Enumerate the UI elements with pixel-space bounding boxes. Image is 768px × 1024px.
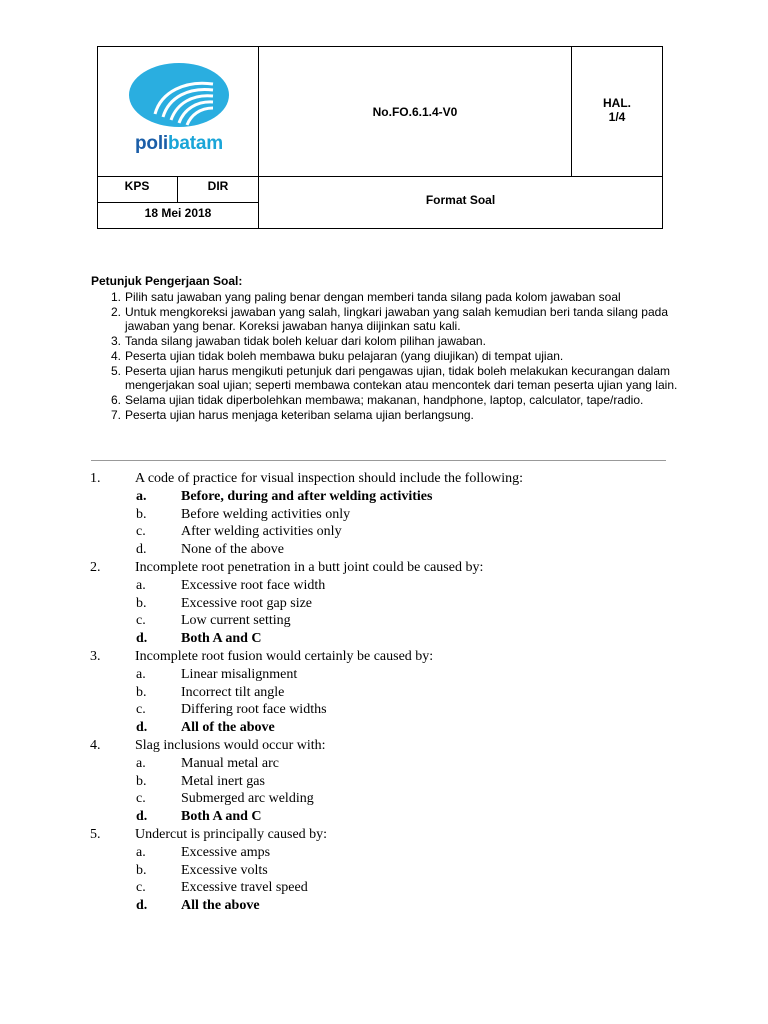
instruction-number: 2. xyxy=(111,304,122,319)
logo-wordmark: polibatam xyxy=(135,133,223,154)
option-text: All the above xyxy=(181,898,260,914)
option-label: a. xyxy=(136,666,146,682)
question-row xyxy=(90,470,690,488)
instruction-text: Pilih satu jawaban yang paling benar dengan memberi tanda silang pada kolom jawaban soal xyxy=(125,290,621,304)
question-number: 2. xyxy=(90,559,101,575)
option-text: Incorrect tilt angle xyxy=(181,684,285,700)
question-number: 4. xyxy=(90,737,101,753)
instruction-item xyxy=(91,305,681,334)
question-text: Incomplete root penetration in a butt joint could be caused by: xyxy=(135,559,484,575)
question-text: Incomplete root fusion would certainly be caused by: xyxy=(135,648,434,664)
answer-option xyxy=(90,630,690,648)
instruction-item xyxy=(91,364,681,393)
instruction-number: 1. xyxy=(111,290,122,304)
dir-label: DIR xyxy=(207,179,229,193)
answer-option xyxy=(90,808,690,826)
question-list xyxy=(90,470,690,915)
option-text: Both A and C xyxy=(181,631,262,647)
answer-option xyxy=(90,844,690,862)
option-label: c. xyxy=(136,702,146,718)
answer-option xyxy=(90,612,690,630)
question-number: 5. xyxy=(90,826,101,842)
option-label: b. xyxy=(136,506,147,522)
answer-option xyxy=(90,488,690,506)
instruction-item xyxy=(91,349,681,364)
doc-number: No.FO.6.1.4-V0 xyxy=(372,105,458,119)
question-number: 1. xyxy=(90,471,101,486)
instruction-text: Peserta ujian tidak boleh membawa buku pelajaran (yang diujikan) di tempat ujian. xyxy=(125,348,564,363)
instruction-number: 7. xyxy=(111,407,122,422)
date-label: 18 Mei 2018 xyxy=(144,206,212,220)
option-label: d. xyxy=(136,542,147,558)
instruction-text: Peserta ujian harus menjaga keteriban selama ujian berlangsung. xyxy=(125,407,474,422)
option-label: a. xyxy=(136,844,146,860)
answer-option xyxy=(90,719,690,737)
option-label: c. xyxy=(136,791,146,807)
question-text: Slag inclusions would occur with: xyxy=(135,737,326,753)
option-label: d. xyxy=(136,631,148,647)
divider xyxy=(91,460,666,461)
option-label: d. xyxy=(136,898,148,914)
option-text: Excessive root gap size xyxy=(181,595,313,611)
instruction-text: Selama ujian tidak diperbolehkan membawa; makanan, handphone, laptop, calculator, tape/radio. xyxy=(125,392,644,407)
option-text: Excessive amps xyxy=(181,844,271,860)
instruction-number: 3. xyxy=(111,334,122,349)
question-row xyxy=(90,559,690,577)
option-text: Excessive travel speed xyxy=(181,880,308,896)
question-row xyxy=(90,826,690,844)
instruction-item xyxy=(91,408,681,423)
option-text: Both A and C xyxy=(181,809,262,825)
option-label: a. xyxy=(136,577,146,593)
option-text: All of the above xyxy=(181,720,275,736)
option-text: Linear misalignment xyxy=(181,666,298,682)
answer-option xyxy=(90,595,690,613)
kps-label: KPS xyxy=(124,179,150,193)
instruction-item xyxy=(91,290,681,305)
option-label: c. xyxy=(136,524,146,540)
instruction-text: Tanda silang jawaban tidak boleh keluar dari kolom pilihan jawaban. xyxy=(125,334,486,349)
question-row xyxy=(90,648,690,666)
option-label: a. xyxy=(136,755,146,771)
answer-option xyxy=(90,577,690,595)
option-label: b. xyxy=(136,595,147,611)
format-label: Format Soal xyxy=(425,193,496,207)
question-number: 3. xyxy=(90,648,101,664)
option-text: Low current setting xyxy=(181,613,291,629)
option-text: After welding activities only xyxy=(181,524,342,540)
answer-option xyxy=(90,790,690,808)
answer-option xyxy=(90,773,690,791)
option-text: Before, during and after welding activities xyxy=(181,488,433,504)
instruction-item xyxy=(91,393,681,408)
answer-option xyxy=(90,755,690,773)
option-label: b. xyxy=(136,862,147,878)
answer-option xyxy=(90,541,690,559)
instruction-number: 5. xyxy=(111,363,122,378)
option-text: Metal inert gas xyxy=(181,773,265,789)
option-label: b. xyxy=(136,684,147,700)
option-text: Before welding activities only xyxy=(181,506,351,522)
instruction-item xyxy=(91,334,681,349)
page-label: HAL. xyxy=(603,96,631,110)
option-label: c. xyxy=(136,613,146,629)
option-text: Excessive volts xyxy=(181,862,268,878)
answer-option xyxy=(90,897,690,915)
answer-option xyxy=(90,701,690,719)
option-text: None of the above xyxy=(181,542,285,558)
instruction-number: 6. xyxy=(111,392,122,407)
instruction-number: 4. xyxy=(111,348,122,363)
answer-option xyxy=(90,879,690,897)
instructions-title: Petunjuk Pengerjaan Soal: xyxy=(91,274,243,288)
answer-option xyxy=(90,862,690,880)
option-text: Manual metal arc xyxy=(181,755,279,771)
question-text: A code of practice for visual inspection should include the following: xyxy=(135,471,524,486)
option-label: b. xyxy=(136,773,147,789)
option-text: Submerged arc welding xyxy=(181,791,314,807)
option-label: d. xyxy=(136,809,148,825)
answer-option xyxy=(90,506,690,524)
option-label: c. xyxy=(136,880,146,896)
answer-option xyxy=(90,666,690,684)
question-text: Undercut is principally caused by: xyxy=(135,826,328,842)
option-label: d. xyxy=(136,720,148,736)
instructions-list xyxy=(91,290,681,422)
instruction-text: Untuk mengkoreksi jawaban yang salah, lingkari jawaban yang salah kemudian beri tanda silang pada jawaban yang benar. Koreksi jawaban hanya diijinkan satu kali. xyxy=(125,304,669,334)
option-text: Differing root face widths xyxy=(181,702,327,718)
option-text: Excessive root face width xyxy=(181,577,326,593)
question-row xyxy=(90,737,690,755)
page-value: 1/4 xyxy=(608,110,626,124)
answer-option xyxy=(90,684,690,702)
option-label: a. xyxy=(136,488,147,504)
answer-option xyxy=(90,523,690,541)
instruction-text: Peserta ujian harus mengikuti petunjuk dari pengawas ujian, tidak boleh melakukan kecurangan dalam mengerjakan soal ujian; seperti membawa contekan atau mencontek dari teman peserta ujian yang lain. xyxy=(125,363,678,393)
